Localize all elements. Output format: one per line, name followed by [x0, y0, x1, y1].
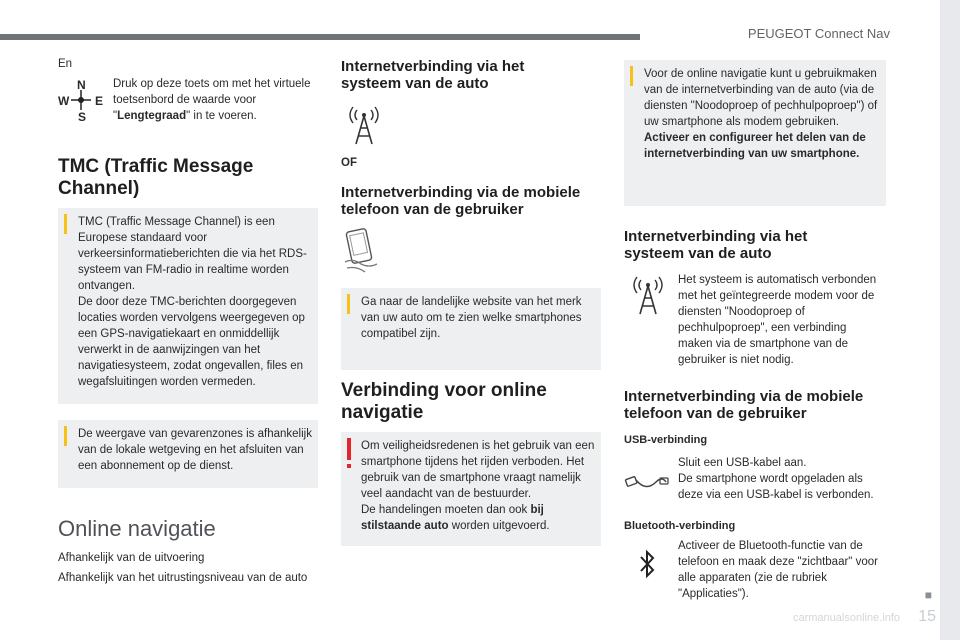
warning-text-2: worden uitgevoerd. [448, 520, 550, 532]
compass-description [113, 76, 313, 124]
bluetooth-text: Activeer de Bluetooth-functie van de telefoon en maak deze "zichtbaar" voor alle apparaten (zie de rubriek "Applicaties"). [678, 540, 878, 600]
tmc-note-box [58, 420, 318, 488]
warning-icon [347, 438, 351, 460]
en-label: En [58, 58, 73, 70]
or-label: OF [341, 157, 357, 169]
warning-text-1: Om veiligheidsredenen is het gebruik van een smartphone tijdens het rijden verboden. Het gebruik van de smartphone vraagt namelijk veel aandacht van de bestuurder. De handelingen moeten dan ook [361, 440, 595, 516]
col3-phone-heading: Internetverbinding via de mobiele telefoon van de gebruiker [624, 388, 864, 422]
info-bar-icon [630, 66, 633, 86]
online-nav-info-box [624, 60, 886, 206]
watermark: carmanualsonline.info [792, 612, 900, 624]
info-bar-icon [64, 426, 67, 446]
col2-phone-heading: Internetverbinding via de mobiele telefoon van de gebruiker [341, 184, 581, 218]
tmc-note-text: De weergave van gevarenzones is afhankelijk van de lokale wetgeving en het afsluiten van een abonnement op de dienst. [78, 428, 312, 472]
online-line-2: Afhankelijk van het uitrustingsniveau van de auto [58, 572, 308, 584]
compass-icon [58, 78, 104, 124]
compass-text-bold: Lengtegraad [117, 110, 187, 122]
header-bar [0, 34, 640, 40]
bluetooth-icon [638, 548, 656, 580]
bluetooth-label: Bluetooth-verbinding [624, 520, 736, 532]
warning-box [341, 432, 601, 546]
col3-system-heading: Internetverbinding via het systeem van de auto [624, 228, 808, 262]
info-bar-icon [347, 294, 350, 314]
smartphone-hand-icon [343, 228, 387, 274]
header-title: PEUGEOT Connect Nav [747, 26, 890, 41]
online-line-1: Afhankelijk van de uitvoering [58, 552, 205, 564]
warning-text-bold: bij stilstaande auto [361, 504, 544, 532]
usb-label: USB-verbinding [624, 434, 708, 446]
continue-marker: ■ [924, 588, 932, 602]
tmc-info-box [58, 208, 318, 404]
online-heading: Online navigatie [58, 516, 216, 541]
antenna-icon [346, 106, 382, 146]
compass-text-1: Druk op deze toets om met het virtuele toetsenbord de waarde voor " [113, 78, 311, 122]
compass-east: E [95, 94, 104, 108]
usb-cable-icon [624, 466, 670, 496]
crosshair-icon [71, 90, 91, 110]
phone-info-box [341, 288, 601, 370]
online-connection-heading: Verbinding voor online navigatie [341, 380, 547, 423]
page-edge-sidebar [940, 0, 960, 640]
tmc-heading: TMC (Traffic Message Channel) [58, 156, 254, 199]
warning-text [361, 438, 595, 534]
phone-info-text: Ga naar de landelijke website van het merk van uw auto om te zien welke smartphones compatibel zijn. [361, 296, 582, 340]
online-nav-info-text [644, 66, 880, 162]
usb-text: Sluit een USB-kabel aan. De smartphone wordt opgeladen als deze via een USB-kabel is verbonden. [678, 457, 874, 501]
online-nav-bold: Activeer en configureer het delen van de internetverbinding van uw smartphone. [644, 132, 866, 160]
tmc-info-text: TMC (Traffic Message Channel) is een Europese standaard voor verkeersinformatieberichten die via het RDS-systeem van FM-radio in realtime worden ontvangen. De door deze TMC-berichten doorgegeven locaties worden vervolgens weergegeven op een GPS-navigatiekaart en onmiddellijk verwerkt in de aanwijzingen van het navigatiesysteem, zodat ongevallen, files en wegafsluitingen worden vermeden. [78, 216, 307, 388]
col2-system-heading: Internetverbinding via het systeem van de auto [341, 58, 525, 92]
online-nav-text: Voor de online navigatie kunt u gebruikmaken van de internetverbinding van de auto (via de diensten "Noodoproep of pechhulpoproep") of uw smartphone als modem gebruiken. [644, 68, 878, 128]
page-number: 15 [918, 608, 936, 625]
compass-west: W [58, 94, 70, 108]
info-bar-icon [64, 214, 67, 234]
system-text: Het systeem is automatisch verbonden met het geïntegreerde modem voor de diensten "Noodoproep of pechhulpoproep", een verbinding maken via de smartphone van de gebruiker is niet nodig. [678, 274, 877, 366]
compass-south: S [78, 110, 87, 124]
compass-north: N [77, 78, 86, 92]
compass-button[interactable] [58, 78, 104, 124]
compass-text-2: " in te voeren. [186, 110, 257, 122]
antenna-icon [630, 276, 666, 316]
